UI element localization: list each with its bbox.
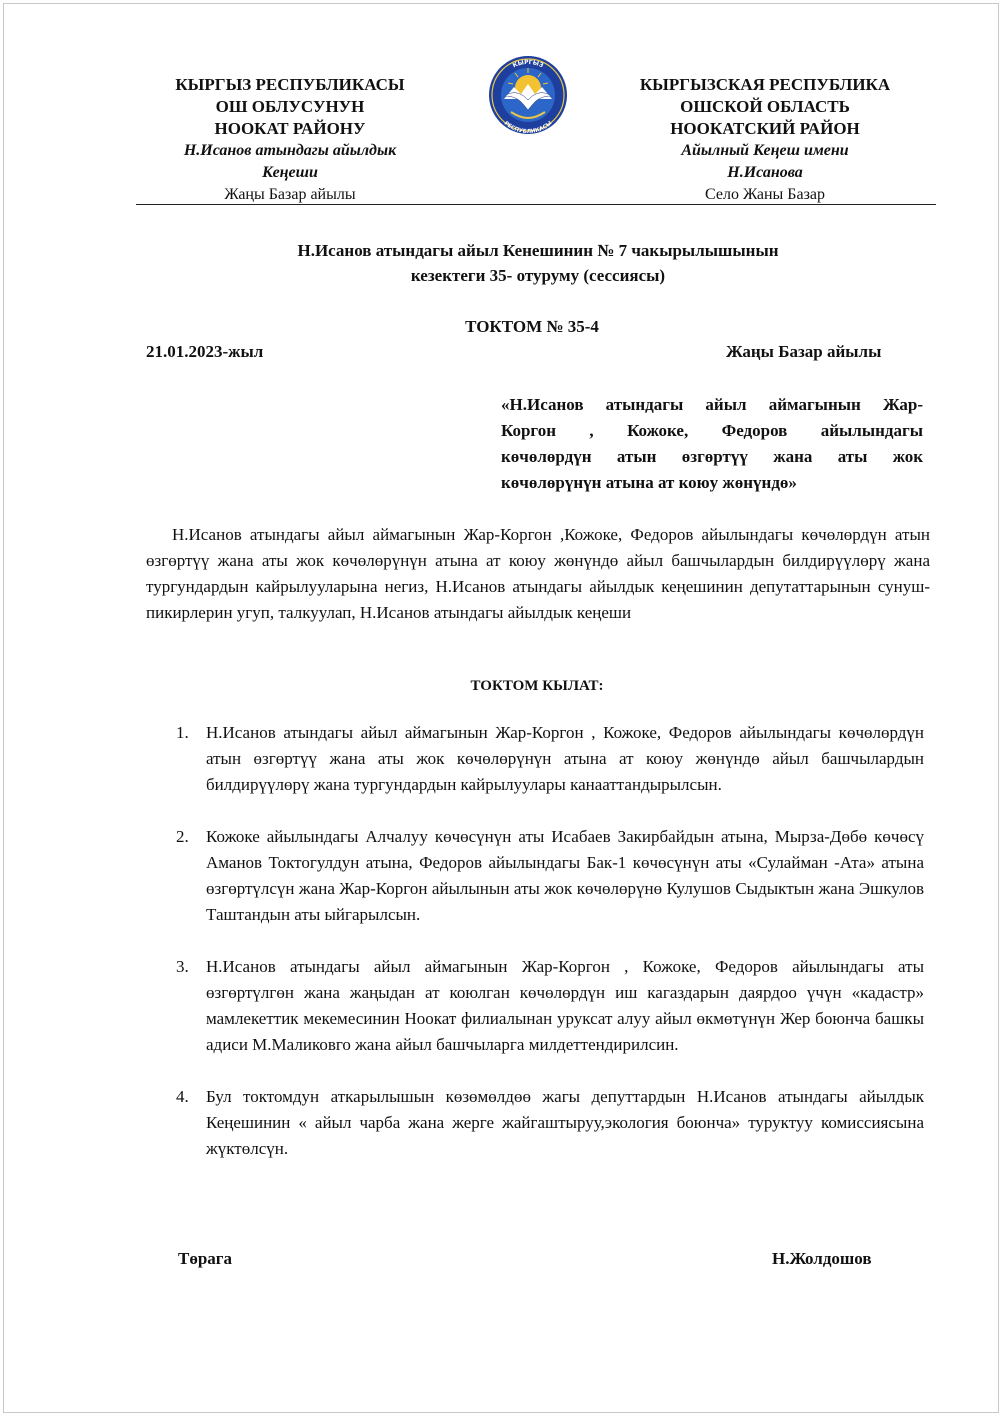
header-left — [150, 74, 430, 206]
list-item-number: 3. — [176, 957, 189, 976]
resolution-subject — [501, 392, 923, 496]
session-line-1: Н.Исанов атындагы айыл Кенешинин № 7 чакырылышынын — [297, 241, 779, 260]
emblem-text-top: КЫРГЫЗ — [511, 58, 545, 70]
document-page — [3, 3, 999, 1413]
resolution-date: 21.01.2023-жыл — [146, 342, 264, 361]
list-item-text: Н.Исанов атындагы айыл аймагынын Жар-Коргон , Кожоке, Федоров айылындагы көчөлөрдүн атын өзгөртүү жана аты жок көчөлөрүнүн атына ат коюу жөнүндө айыл башчылардын билдирүүлөрү жана тургундардын кайрылуулары канааттандырылсын. — [206, 723, 924, 794]
list-item-text: Бул токтомдун аткарылышын көзөмөлдөө жагы депуттардын Н.Исанов атындагы айылдык Кеңешинин « айыл чарба жана жерге жайгаштыруу,экология боюнча» туруктуу комиссиясына жүктөлсүн. — [206, 1087, 924, 1158]
resolution-title: ТОКТОМ № 35-4 — [465, 317, 599, 336]
list-item — [176, 954, 924, 1058]
header-left-district: НООКАТ РАЙОНУ — [214, 119, 366, 138]
subject-line-3: көчөлөрдүн атын өзгөртүү жана аты жок — [501, 447, 923, 466]
header-right-region: ОШСКОЙ ОБЛАСТЬ — [680, 97, 850, 116]
resolution-items — [176, 720, 924, 1188]
header-right-council: Айылный Кеңеш имени — [681, 142, 849, 159]
header-left-country: КЫРГЫЗ РЕСПУБЛИКАСЫ — [175, 75, 405, 94]
list-item-number: 1. — [176, 723, 189, 742]
list-item — [176, 824, 924, 928]
intro-paragraph: Н.Исанов атындагы айыл аймагынын Жар-Коргон ,Кожоке, Федоров айылындагы көчөлөрдүн атын өзгөртүү жана аты жок көчөлөрүнүн атына ат коюу жөнүндө айыл башчылардын билдирүүлөрү жана тургундардын кайрылууларына негиз, Н.Исанов атындагы айылдык кеңешинин депутаттарынын сунуш-пикирлерин угуп, талкуулап, Н.Исанов атындагы айылдык кеңеши — [146, 525, 930, 622]
signature-role: Төрага — [178, 1249, 233, 1268]
subject-line-2: Коргон , Кожоке, Федоров айылындагы — [501, 421, 923, 440]
resolution-place: Жаңы Базар айылы — [726, 342, 882, 361]
header-right-village: Село Жаны Базар — [704, 186, 825, 203]
header-right-council-cont: Н.Исанова — [727, 164, 803, 181]
list-item-text: Н.Исанов атындагы айыл аймагынын Жар-Коргон , Кожоке, Федоров айылындагы аты өзгөртүлгөн жана жаңыдан ат коюлган көчөлөрдүн иш кагаздарын даярдоо үчүн «кадастр» мамлекеттик мекемесинин Ноокат филиалынан уруксат алуу айыл өкмөтүнүн Жер боюнча башкы адиси М.Маликовго жана айыл башчыларга милдеттендирилсин. — [206, 957, 924, 1054]
signature-name: Н.Жолдошов — [772, 1249, 872, 1268]
header-right-district: НООКАТСКИЙ РАЙОН — [670, 119, 860, 138]
list-item-number: 2. — [176, 827, 189, 846]
list-item — [176, 720, 924, 798]
list-item-text: Кожоке айылындагы Алчалуу көчөсүнүн аты Исабаев Закирбайдын атына, Мырза-Дөбө көчөсү Аманов Токтогулдун атына, Федоров айылындагы Бак-1 көчөсүнүн аты «Сулайман -Ата» атына өзгөртүлсүн жана Жар-Коргон айылынын аты жок көчөлөрүнө Кулушов Сыдыктын жана Эшкулов Таштандын аты ыйгарылсын. — [206, 827, 924, 924]
header-left-village: Жаңы Базар айылы — [224, 186, 356, 203]
session-heading — [150, 238, 926, 288]
header-divider — [136, 204, 936, 205]
subject-line-4: көчөлөрүнүн атына ат коюу жөнүндө» — [501, 473, 797, 492]
list-item — [176, 1084, 924, 1162]
subject-line-1: «Н.Исанов атындагы айыл аймагынын Жар- — [501, 395, 923, 414]
header-left-council-cont: Кеңеши — [262, 164, 318, 181]
state-emblem-icon — [477, 54, 579, 136]
header-left-region: ОШ ОБЛУСУНУН — [215, 97, 365, 116]
header-right-country: КЫРГЫЗСКАЯ РЕСПУБЛИКА — [639, 75, 891, 94]
header-left-council: Н.Исанов атындагы айылдык — [183, 142, 397, 159]
resolves-heading: ТОКТОМ КЫЛАТ: — [470, 678, 604, 694]
session-line-2: кезектеги 35- отуруму (сессиясы) — [410, 266, 666, 285]
list-item-number: 4. — [176, 1087, 189, 1106]
emblem-text-bottom: РЕСПУБЛИКАСЫ — [502, 120, 554, 136]
header-right — [620, 74, 910, 206]
